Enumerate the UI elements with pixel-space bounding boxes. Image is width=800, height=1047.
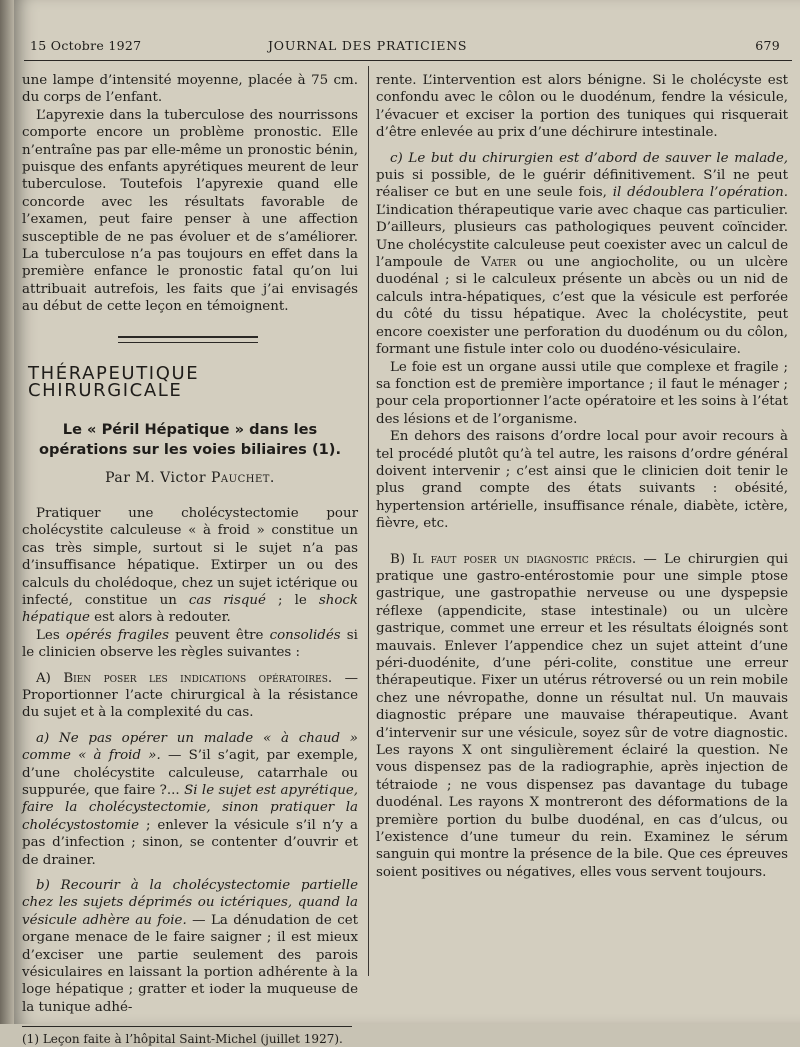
header-date: 15 Octobre 1927 — [30, 38, 142, 53]
column-divider — [368, 66, 369, 976]
para1-end: est alors à redouter. — [94, 610, 231, 626]
point-c — [376, 150, 788, 359]
subsection-a — [22, 670, 358, 722]
footnote-rule — [22, 1026, 352, 1027]
footnote: (1) Leçon faite à l’hôpital Saint-Michel (juillet 1927). — [22, 1032, 343, 1047]
section-title: THÉRAPEUTIQUE CHIRURGICALE — [28, 362, 200, 402]
subsection-a-text: — Proportionner l’acte chirurgical à la résistance du sujet et à la complexité du cas. — [22, 670, 358, 721]
subsection-b — [376, 551, 788, 882]
right-column — [376, 72, 788, 881]
para2-start: Les — [36, 627, 60, 643]
subsection-b-label: B) — [390, 551, 406, 567]
para2-italic-operes: opérés fragiles — [65, 627, 169, 643]
para2-mid: peuvent être — [175, 627, 264, 643]
para1-text: Pratiquer une cholécystectomie pour cholécystite calculeuse « à froid » constitue un cas très simple, surtout si le sujet n’a pas d’insuffisance hépatique. Extirper un ou des calculs du cholédoque, chez un sujet ictérique ou infecté, constitue un — [22, 505, 358, 608]
subsection-a-label: A) — [36, 670, 51, 686]
subsection-b-title: Il faut poser un diagnostic précis. — [412, 551, 637, 567]
para2-italic-consolides: consolidés — [269, 627, 341, 643]
right-paragraph-1: rente. L’intervention est alors bénigne. Si le cholécyste est confondu avec le côlon ou le duodénum, fendre la vésicule, l’évacuer et exciser la portion des tuniques qui risquerait d’être enlevée au prix d’une déchirure intestinale. — [376, 73, 788, 141]
point-a-text: — S’il s’agit, par exemple, d’une cholécystite calculeuse, catarrhale ou suppurée, que faire ?... — [22, 748, 359, 798]
article-paragraph-1 — [22, 505, 358, 627]
running-header — [30, 38, 790, 56]
point-a-end: ; enlever la vésicule s’il n’y a pas d’infection ; sinon, se contenter d’ouvrir et de drainer. — [22, 817, 359, 868]
header-page-number: 679 — [755, 38, 780, 53]
point-c-text-2: L’indication thérapeutique varie avec chaque cas particulier. D’ailleurs, plusieurs cas pathologiques peuvent coïncider. Une cholécystite calculeuse peut coexister avec un calcul de l’ampoule de — [376, 202, 788, 271]
subsection-a-title: Bien poser les indications opératoires. — [63, 670, 333, 686]
point-c-italic-2: il dédoublera l’opération. — [612, 185, 788, 201]
point-b-italic: b) Recourir à la cholécystectomie partielle chez les sujets déprimés ou ictériques, quand la vésicule adhère au foie. — [22, 878, 358, 928]
point-c-vater: Vater — [481, 255, 517, 271]
left-column — [22, 72, 358, 1047]
para1-italic-cas-risque: cas risqué — [188, 592, 266, 608]
section-separator — [118, 336, 258, 343]
point-c-italic: c) Le but du chirurgien est d’abord de sauver le malade, — [390, 150, 788, 166]
paragraph-foie: Le foie est un organe aussi utile que complexe et fragile ; sa fonction est de première importance ; il faut le ménager ; pour cela proportionner l’acte opératoire et les soins à l’état des lésions et de l’organisme. — [376, 359, 788, 427]
point-a-italic-2: Si le sujet est apyrétique, faire la cholécystectomie, sinon pratiquer la cholécystostomie — [22, 783, 358, 833]
point-b-text: — La dénudation de cet organe menace de le faire saigner ; il est mieux d’exciser une partie seulement des parois vésiculaires en laissant la portion adhérente à la loge hépatique ; gratter et ioder la muqueuse de la tunique adhé- — [22, 912, 359, 1015]
header-rule — [24, 60, 792, 61]
intro-paragraph-1: une lampe d’intensité moyenne, placée à 75 cm. du corps de l’enfant. — [22, 73, 358, 106]
byline — [22, 470, 358, 487]
byline-prefix: Par M. Victor — [105, 469, 207, 486]
point-a-italic: a) Ne pas opérer un malade « à chaud » comme « à froid ». — [22, 730, 358, 764]
paragraph-raisons: En dehors des raisons d’ordre local pour avoir recours à tel procédé plutôt qu’à tel autre, les raisons d’ordre général doivent intervenir ; c’est ainsi que le clinicien doit tenir le plus grand compte des états suivants : obésité, hypertension artérielle, insuffisance rénale, diabète, ictère, fièvre, etc. — [376, 429, 788, 532]
binding-gutter — [0, 0, 14, 1024]
point-a-chaud — [22, 730, 358, 869]
article-paragraph-2 — [22, 627, 358, 662]
article-title: Le « Péril Hépatique » dans les opérations sur les voies biliaires (1). — [38, 420, 341, 458]
header-journal-title: JOURNAL DES PRATICIENS — [268, 38, 468, 53]
byline-author: Pauchet. — [211, 469, 275, 486]
para2-end: si le clinicien observe les règles suivantes : — [22, 627, 358, 661]
point-c-text-3: ou une angiocholite, ou un ulcère duodénal ; si le calculeux présente un abcès ou un nid de calculs intra-hépatiques, c’est que la vésicule est perforée du côté du tissu hépatique. Avec la cholécystite, peut encore coexister une perforation du duodénum ou du côlon, formant une fistule inter colo ou duodéno-vésiculaire. — [376, 255, 788, 358]
point-b-partielle — [22, 877, 358, 1016]
para1-mid: ; le — [278, 592, 307, 608]
para1-italic-shock: shock hépatique — [22, 592, 358, 626]
intro-paragraph-2: L’apyrexie dans la tuberculose des nourrissons comporte encore un problème pronostic. Elle n’entraîne pas par elle-même un pronostic bénin, puisque des enfants apyrétiques meurent de leur tuberculose. Toutefois l’apyrexie quand elle concorde avec les résultats favorable de l’examen, peut faire penser à une affection susceptible de ne pas évoluer et de s’améliorer. La tuberculose n’a pas toujours en effet dans la première enfance le pronostic fatal qu’on lui attribuait autrefois, les faits que j’ai envisagés au début de cette leçon en témoignent. — [22, 107, 358, 315]
subsection-b-text: — Le chirurgien qui pratique une gastro-entérostomie pour une simple ptose gastrique, une gastropathie nerveuse ou une dyspepsie réflexe (appendicite, stase intestinale) ou un ulcère gastrique, commet une erreur et les résultats éloignés sont mauvais. Enlever l’appendice chez un sujet atteint d’une péri-duodénite, d’une péri-colite, constitue une erreur thérapeutique. Fixer un utérus rétroversé ou un rein mobile chez une névropathe, donne un résultat nul. Un mauvais diagnostic prépare une mauvaise thérapeutique. Avant d’intervenir sur une vésicule, soyez sûr de votre diagnostic. Les rayons X ont singulièrement éclairé la question. Ne vous dispensez pas de la radiographie, après injection de tétraiode ; ne vous dispensez pas davantage du tubage duodénal. Les rayons X montreront des déformations de la première portion du bulbe duodénal, en cas d’ulcus, ou l’existence d’une tumeur du rein. Examinez le sérum sanguin qui montre la présence de la bile. Que ces épreuves soient positives ou négatives, elles vous servent toujours. — [376, 551, 788, 880]
point-c-text: puis si possible, de le guérir définitivement. S’il ne peut réaliser ce but en une seule fois, — [376, 168, 788, 201]
